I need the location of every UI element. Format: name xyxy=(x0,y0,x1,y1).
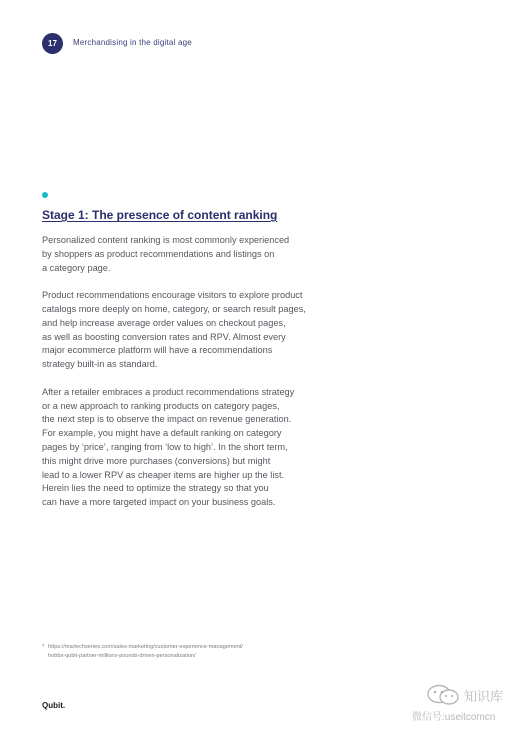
text-line: catalogs more deeply on home, category, or search result pages, xyxy=(42,303,306,314)
text-line: and help increase average order values on checkout pages, xyxy=(42,317,286,328)
text-line: Herein lies the need to optimize the strategy so that you xyxy=(42,483,269,494)
text-line: pages by ‘price’, ranging from ‘low to high’. In the short term, xyxy=(42,441,288,452)
text-line: Personalized content ranking is most commonly experienced xyxy=(42,235,290,245)
text-line: For example, you might have a default ranking on category xyxy=(42,428,282,439)
paragraph xyxy=(42,234,362,275)
watermark-title: 知识库 xyxy=(464,689,504,704)
accent-dot xyxy=(42,192,48,198)
watermark xyxy=(412,684,518,724)
text-line: can have a more targeted impact on your business goals. xyxy=(42,497,276,508)
text-line: Product recommendations encourage visitors to explore product xyxy=(42,290,303,301)
text-line: After a retailer embraces a product recommendations strategy xyxy=(42,386,295,397)
text-line: the next step is to observe the impact on revenue generation. xyxy=(42,414,292,425)
paragraph xyxy=(42,289,362,372)
footnote xyxy=(42,643,243,661)
footnote-marker: 7 xyxy=(42,643,45,648)
paragraph xyxy=(42,386,362,510)
text-line: strategy built-in as standard. xyxy=(42,359,158,370)
text-line: by shoppers as product recommendations and listings on xyxy=(42,248,275,259)
text-line: or a new approach to ranking products on category pages, xyxy=(42,400,280,411)
footnote-link[interactable]: https://martechseries.com/sales-marketing/customer-experience-management/ xyxy=(48,644,243,650)
page-number-badge xyxy=(42,33,63,54)
watermark-subtitle: 微信号:useitcomcn xyxy=(412,712,496,723)
text-line: major ecommerce platform will have a recommendations xyxy=(42,345,273,356)
page-number: 17 xyxy=(48,39,57,48)
qubit-logo: Qubit. xyxy=(42,701,66,710)
wechat-icon xyxy=(426,684,460,711)
text-line: this might drive more purchases (conversions) but might xyxy=(42,455,271,466)
body-text xyxy=(42,234,362,524)
text-line: as well as boosting conversion rates and RPV. Almost every xyxy=(42,331,286,342)
running-head: Merchandising in the digital age xyxy=(73,38,192,47)
footnote-link[interactable]: hobbs-qubit-partner-millions-pounds-driven-personalization/ xyxy=(48,653,196,659)
section-title: Stage 1: The presence of content ranking xyxy=(42,208,278,222)
text-line: a category page. xyxy=(42,262,111,273)
text-line: lead to a lower RPV as cheaper items are higher up the list. xyxy=(42,469,285,480)
